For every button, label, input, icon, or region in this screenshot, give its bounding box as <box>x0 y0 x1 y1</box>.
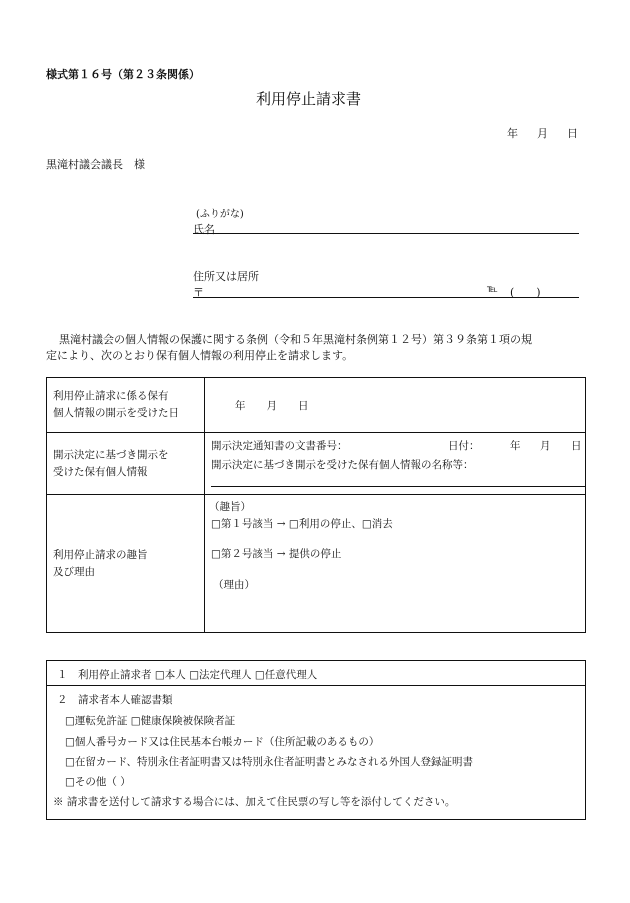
doc-option-4[interactable]: □その他（ ） <box>65 776 131 788</box>
row2-value[interactable] <box>205 433 586 495</box>
divider <box>47 685 585 686</box>
table-row <box>47 378 586 433</box>
address-label: 住所又は居所 <box>193 270 259 283</box>
row2-date-day: 日 <box>571 440 582 452</box>
doc-option-2[interactable]: □個人番号カード又は住民基本台帳カード（住所記載のあるもの） <box>65 736 380 748</box>
intro-line-2: 定により、次のとおり保有個人情報の利用停止を請求します。 <box>46 349 354 362</box>
date-day: 日 <box>567 127 578 140</box>
page-title: 利用停止請求書 <box>256 90 362 108</box>
info-name-line[interactable] <box>211 486 585 487</box>
name-field-line[interactable] <box>193 233 579 234</box>
postal-mark: 〒 <box>193 286 204 299</box>
request-table <box>46 377 586 633</box>
row3-label: 利用停止請求の趣旨 及び理由 <box>47 495 205 633</box>
name-label: 氏名 <box>193 223 215 236</box>
row3-value[interactable] <box>205 495 586 633</box>
disclosure-date: 年 月 日 <box>235 399 309 412</box>
date-label: 日付： <box>448 440 480 452</box>
reason-heading: （理由） <box>213 579 255 591</box>
purpose-item-1[interactable]: □第１号該当 → □利用の停止、□消去 <box>211 518 393 530</box>
table-row <box>47 433 586 495</box>
intro-line-1: 黒滝村議会の個人情報の保護に関する条例（令和５年黒滝村条例第１２号）第３９条第１項の規 <box>59 333 532 346</box>
info-name-label: 開示決定に基づき開示を受けた保有個人情報の名称等： <box>211 459 474 471</box>
table-row <box>47 495 586 633</box>
purpose-item-2[interactable]: □第２号該当 → 提供の停止 <box>211 548 342 560</box>
requester-line[interactable]: １ 利用停止請求者 □本人 □法定代理人 □任意代理人 <box>57 669 318 681</box>
requester-info-box <box>46 660 586 820</box>
furigana-label: (ふりがな) <box>196 209 244 220</box>
tel-parens: ( ) <box>510 286 541 299</box>
row2-date-month: 月 <box>540 440 551 452</box>
date-year: 年 <box>507 127 518 140</box>
row2-label: 開示決定に基づき開示を 受けた保有個人情報 <box>47 433 205 495</box>
row1-value[interactable] <box>205 378 586 433</box>
form-number: 様式第１６号（第２３条関係） <box>46 68 200 81</box>
doc-number-label: 開示決定通知書の文書番号： <box>211 440 348 452</box>
addressee: 黒滝村議会議長 様 <box>46 158 145 171</box>
note: ※ 請求書を送付して請求する場合には、加えて住民票の写し等を添付してください。 <box>53 796 456 808</box>
tel-label: ℡ <box>487 284 498 295</box>
doc-option-1[interactable]: □運転免許証 □健康保険被保険者証 <box>65 715 236 727</box>
date-month: 月 <box>537 127 548 140</box>
doc-option-3[interactable]: □在留カード、特別永住者証明書又は特別永住者証明書とみなされる外国人登録証明書 <box>65 756 473 768</box>
address-field-line[interactable] <box>193 297 579 298</box>
purpose-heading: （趣旨） <box>209 501 251 513</box>
row1-label: 利用停止請求に係る保有 個人情報の開示を受けた日 <box>47 378 205 433</box>
row2-date-year: 年 <box>510 440 521 452</box>
docs-heading: ２ 請求者本人確認書類 <box>57 694 173 706</box>
